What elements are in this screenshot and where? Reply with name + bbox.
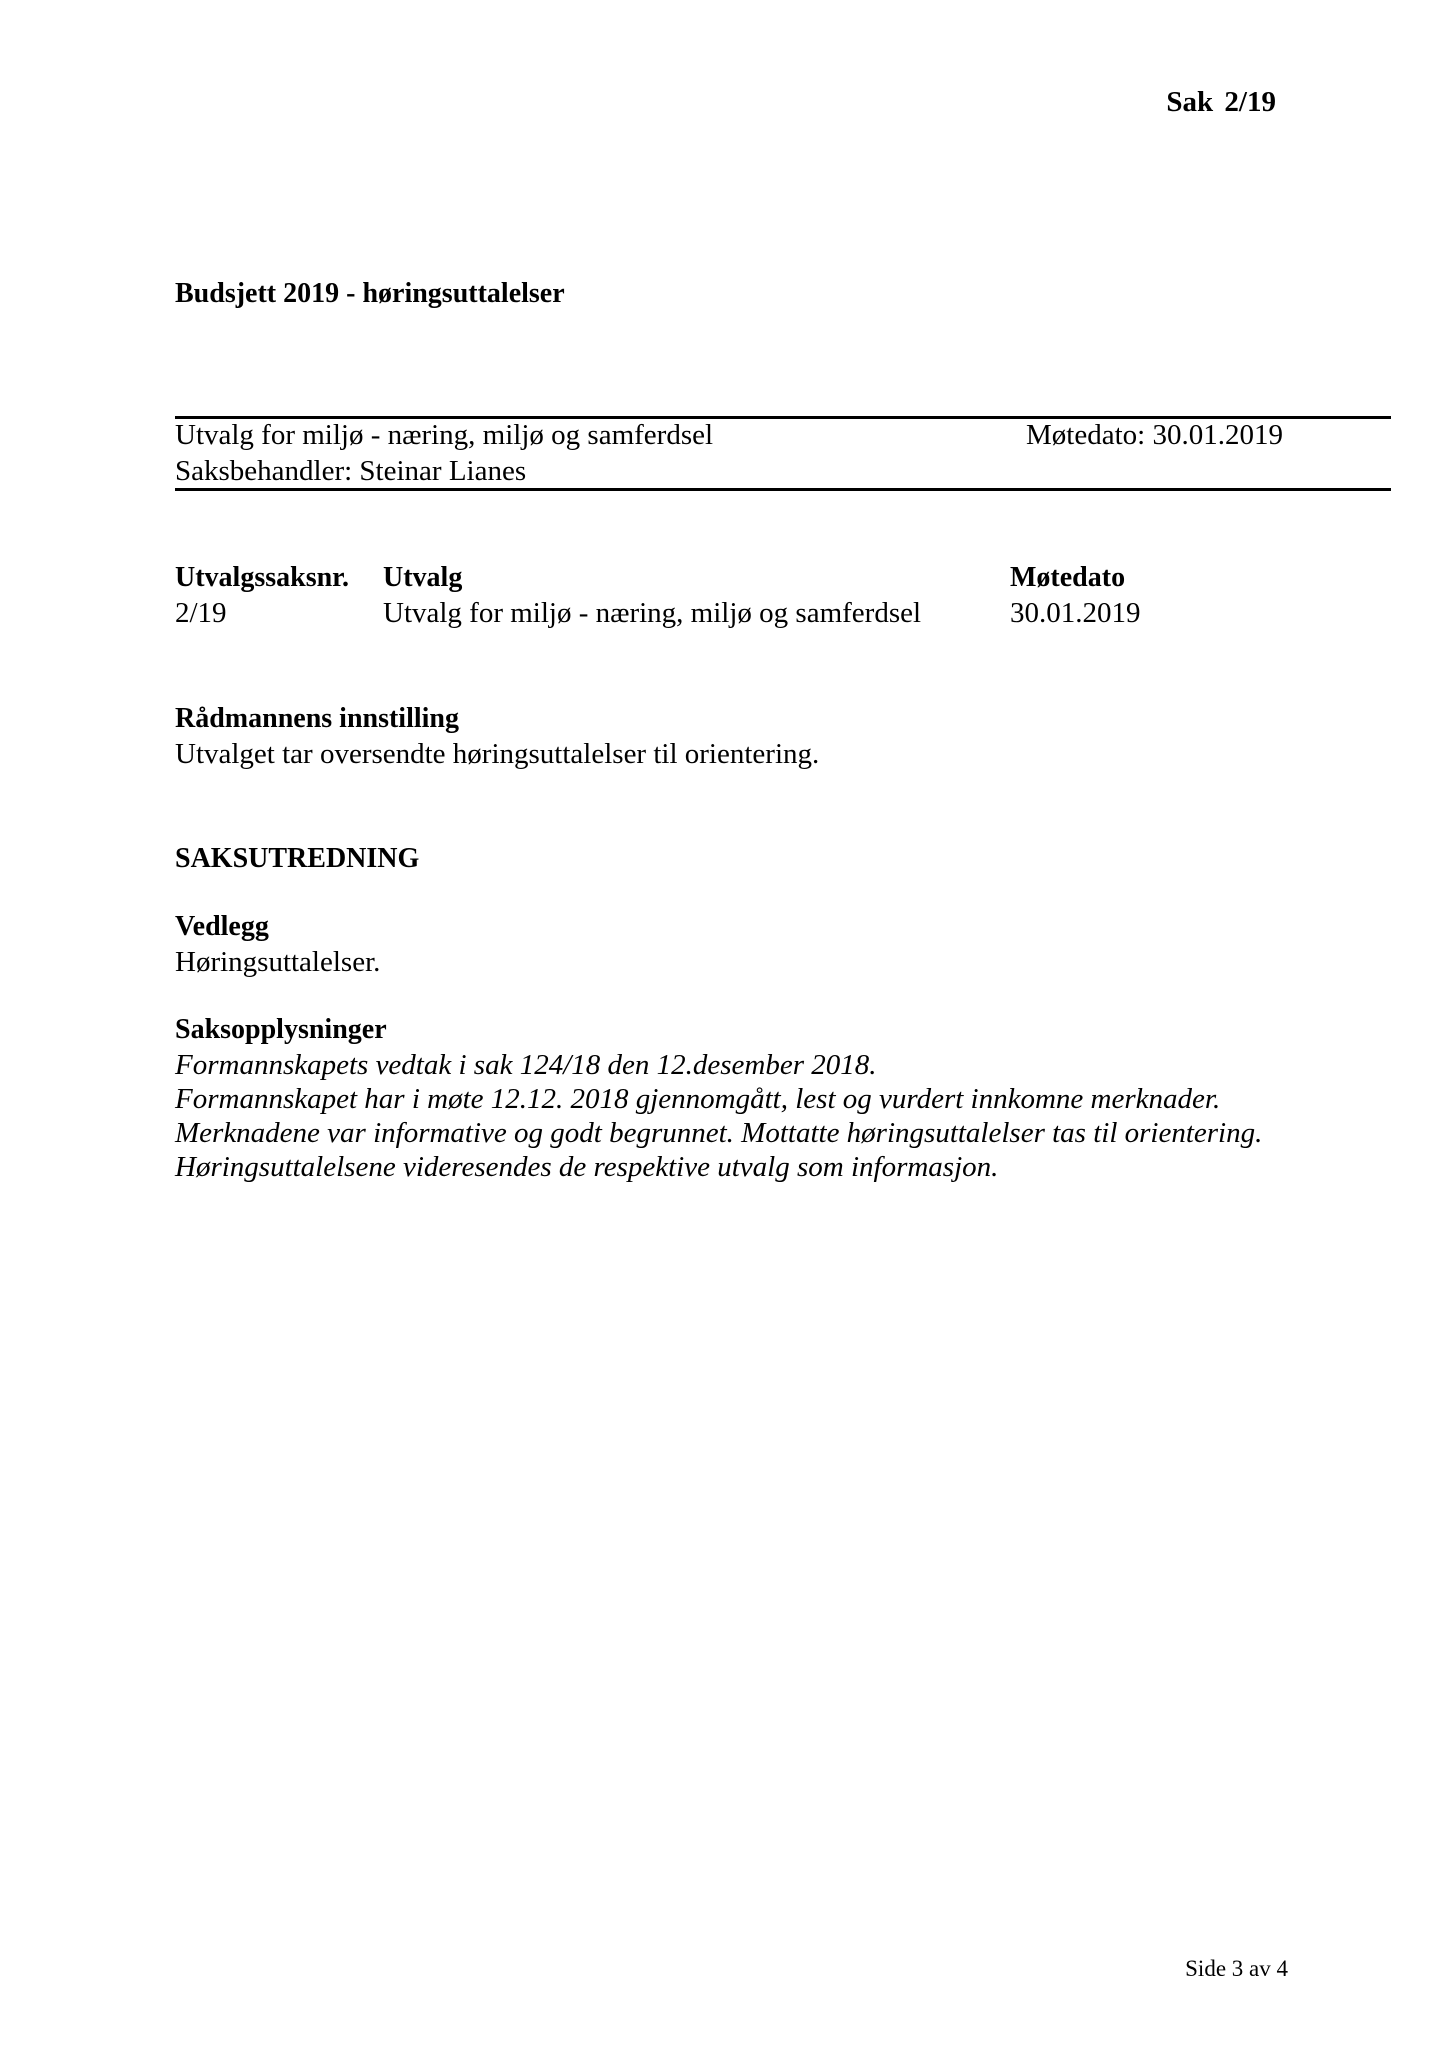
case-information-line: Formannskapets vedtak i sak 124/18 den 12.desember 2018.	[175, 1049, 877, 1081]
attachments-heading: Vedlegg	[175, 911, 269, 942]
case-information-line: Høringsuttalelsene videresendes de respektive utvalg som informasjon.	[175, 1151, 999, 1183]
attachments-text: Høringsuttalelser.	[175, 946, 381, 978]
table-cell-case-number: 2/19	[175, 597, 227, 629]
committee-name: Utvalg for miljø - næring, miljø og samferdsel	[175, 419, 714, 451]
document-title: Budsjett 2019 - høringsuttalelser	[175, 278, 565, 309]
recommendation-text: Utvalget tar oversendte høringsuttalelser til orientering.	[175, 738, 820, 770]
table-header-meeting-date: Møtedato	[1010, 562, 1126, 593]
table-cell-meeting-date: 30.01.2019	[1010, 597, 1141, 629]
case-information-line: Formannskapet har i møte 12.12. 2018 gjennomgått, lest og vurdert innkomne merknader.	[175, 1083, 1221, 1115]
recommendation-heading: Rådmannens innstilling	[175, 703, 459, 734]
table-header-committee: Utvalg	[383, 562, 463, 593]
table-header-case-number: Utvalgssaksnr.	[175, 562, 350, 593]
case-information-heading: Saksopplysninger	[175, 1014, 387, 1045]
case-officer: Saksbehandler: Steinar Lianes	[175, 455, 527, 487]
case-information-body	[175, 1048, 1262, 1184]
table-cell-committee: Utvalg for miljø - næring, miljø og samferdsel	[383, 597, 922, 629]
case-report-heading: SAKSUTREDNING	[175, 843, 420, 874]
bottom-divider	[175, 488, 1391, 491]
case-information-line: Merknadene var informative og godt begrunnet. Mottatte høringsuttalelser tas til orientering.	[175, 1117, 1263, 1149]
case-number: Sak 2/19	[1166, 86, 1276, 118]
page-number: Side 3 av 4	[1185, 1956, 1288, 1981]
meeting-date: Møtedato: 30.01.2019	[1026, 419, 1283, 451]
